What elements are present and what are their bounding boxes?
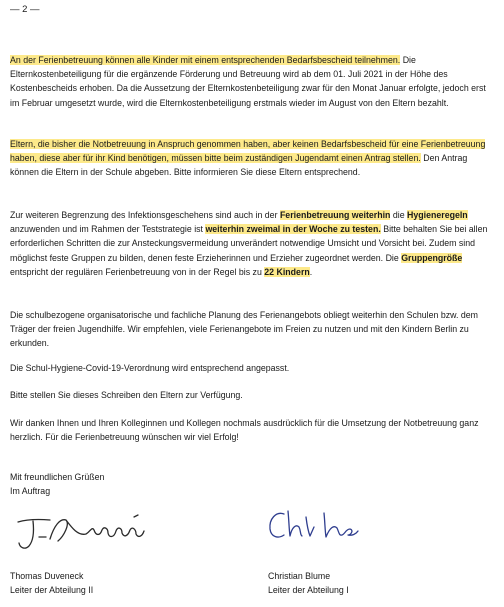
- text-application: Den Antrag können die Eltern in der Schule abgeben. Bitte informieren Sie diese Eltern entsprechend.: [10, 153, 468, 178]
- page-number: — 2 —: [10, 4, 40, 15]
- text-hygiene-1: Zur weiteren Begrenzung des Infektionsgeschehens sind auch in der: [10, 210, 280, 220]
- text-hygiene-4: Bitte behalten Sie bei allen erforderlichen Schritten die zur Ansteckungsvermeidung unverändert notwendige Umsicht und Vorsicht bei. Zudem sind möglichst feste Gruppen zu bilden, denen feste Erzieherinnen und Erzieher zugeordnet werden. Die: [10, 224, 488, 263]
- signatory-name-duveneck: Thomas Duveneck: [10, 571, 84, 581]
- highlight-application: Eltern, die bisher die Notbetreuung in Anspruch genommen haben, aber keinen Bedarfsbescheid für eine Ferienbetreuung haben, diese aber für ihr Kind benötigen, müssen bitte beim zuständigen Jugendamt einen Antrag stellen.: [10, 139, 486, 164]
- paragraph-planning: Die schulbezogene organisatorische und fachliche Planung des Ferienangebots obliegt weiterhin den Schulen bzw. dem Träger der freien Jugendhilfe. Wir empfehlen, viele Ferienangebote im Freien zu nutzen und mit den Kindern Berlin zu erkunden.: [10, 310, 479, 349]
- paragraph-participation: [10, 53, 496, 110]
- highlight-gruppengroesse: Gruppengröße: [401, 252, 463, 263]
- paragraph-thanks: Wir danken Ihnen und Ihren Kolleginnen und Kollegen nochmals ausdrücklich für die Umsetzung der Notbetreuung ganz herzlich. Für die Ferienbetreuung wünschen wir viel Erfolg!: [10, 418, 479, 443]
- paragraph-regulation: Die Schul-Hygiene-Covid-19-Verordnung wird entsprechend angepasst.: [10, 363, 290, 373]
- text-hygiene-6: .: [309, 266, 313, 277]
- signature-blume: [262, 505, 372, 547]
- text-fees: Die Elternkostenbeteiligung für die ergänzende Förderung und Betreuung wird ab dem 01. Juli 2021 in der Höhe des Kostenbescheids erhoben. Da die Aussetzung der Elternkostenbeteiligung zwar für den Monat Januar erfolgte, jedoch erst im Februar umgesetzt wurde, wird die Elternkostenbeteiligung erstmals wieder im August von den Eltern bezahlt.: [10, 55, 486, 108]
- highlight-22-kindern: 22 Kindern: [264, 266, 310, 277]
- closing-mandate: Im Auftrag: [10, 486, 51, 496]
- signatory-role-blume: Leiter der Abteilung I: [268, 585, 349, 595]
- highlight-participation: An der Ferienbetreuung können alle Kinder mit einem entsprechenden Bedarfsbescheid teilnehmen.: [10, 55, 401, 65]
- highlight-testing: weiterhin zweimal in der Woche zu testen.: [205, 224, 381, 235]
- highlight-hygieneregeln: Hygieneregeln: [407, 210, 468, 220]
- highlight-ferienbetreuung: Ferienbetreuung weiterhin: [279, 210, 391, 220]
- text-hygiene-2: die: [390, 210, 408, 220]
- text-hygiene-5: entspricht der regulären Ferienbetreuung von in der Regel bis zu: [10, 266, 265, 277]
- paragraph-forward: Bitte stellen Sie dieses Schreiben den Eltern zur Verfügung.: [10, 390, 243, 400]
- signatory-name-blume: Christian Blume: [268, 571, 331, 581]
- signature-duveneck: [14, 510, 164, 556]
- closing-greeting: Mit freundlichen Grüßen: [10, 472, 105, 482]
- signatory-role-duveneck: Leiter der Abteilung II: [10, 585, 94, 595]
- paragraph-hygiene: [10, 208, 496, 279]
- text-hygiene-3: anzuwenden und im Rahmen der Teststrategie ist: [10, 224, 206, 235]
- paragraph-application: [10, 137, 496, 180]
